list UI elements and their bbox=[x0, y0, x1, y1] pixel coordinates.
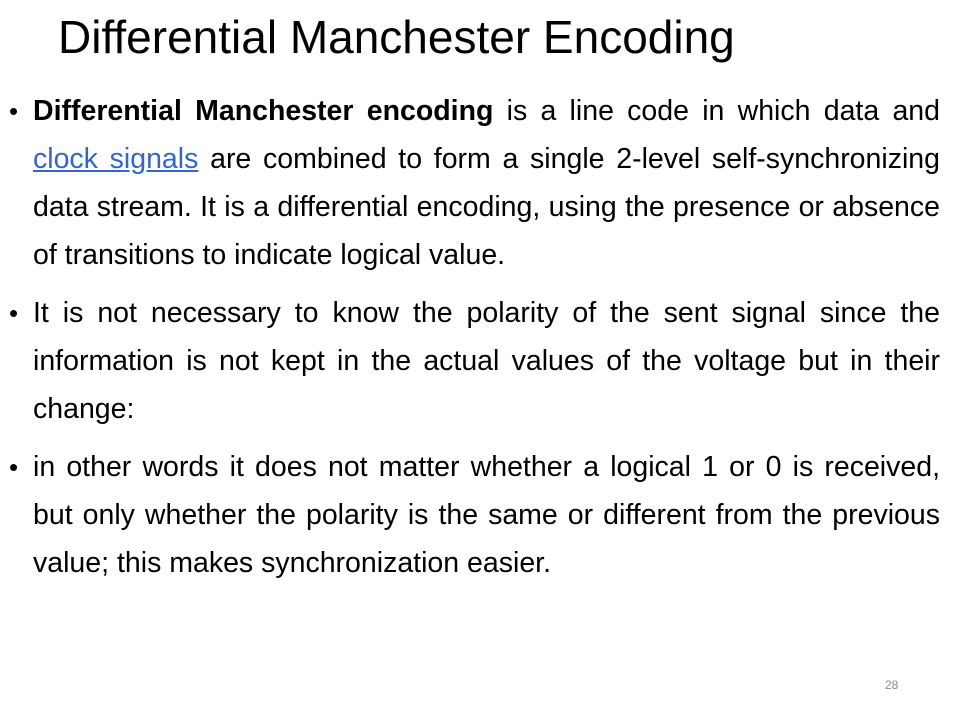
bullet-text: are combined to form a single 2-level self-synchronizing data stream. It is a differential encoding, using the presence or absence of transitions to indicate logical value. bbox=[33, 143, 940, 271]
bullet-text: It is not necessary to know the polarity of the sent signal since the information is not kept in the actual values of the voltage but in their change: bbox=[33, 297, 940, 425]
bullet-item-definition bbox=[33, 87, 940, 279]
bullet-text: is a line code in which data and bbox=[493, 95, 940, 127]
page-number: 28 bbox=[885, 678, 899, 692]
bullet-text: in other words it does not matter whether a logical 1 or 0 is received, but only whether the polarity is the same or different from the previous value; this makes synchronization easier. bbox=[33, 451, 940, 579]
bold-term: Differential Manchester encoding bbox=[33, 95, 494, 127]
slide-title: Differential Manchester Encoding bbox=[58, 11, 735, 63]
bullet-item-polarity bbox=[33, 289, 940, 433]
slide-content bbox=[0, 80, 960, 587]
clock-signals-link[interactable]: clock signals bbox=[33, 143, 199, 175]
bullet-item-synchronization bbox=[33, 443, 940, 587]
